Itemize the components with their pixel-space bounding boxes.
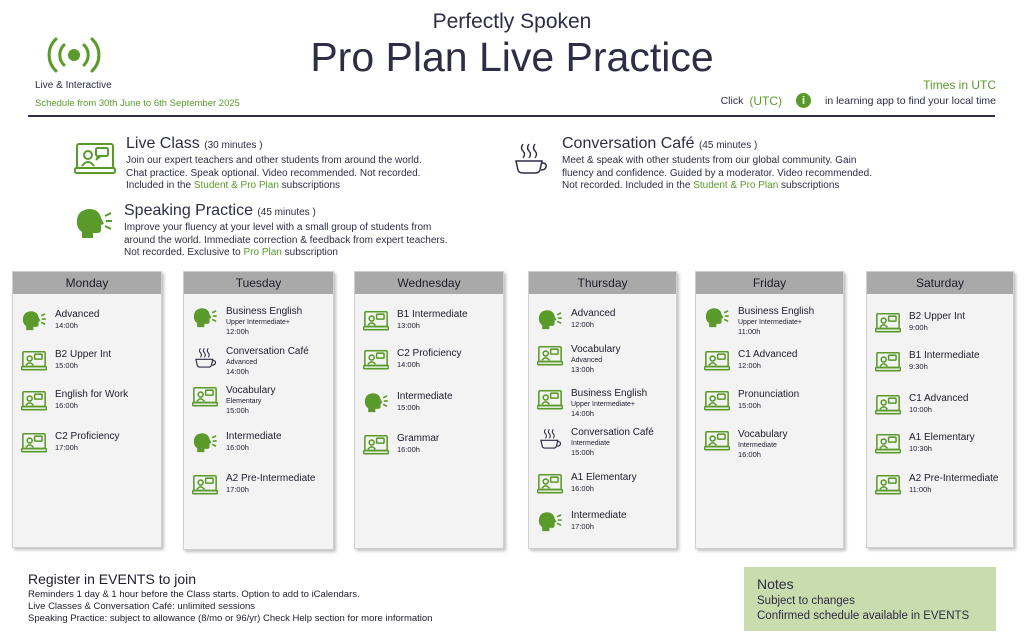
- entry-time: 14:00h: [571, 409, 594, 418]
- register-line: Live Classes & Conversation Café: unlimited sessions: [28, 601, 256, 612]
- entry-time: 10:30h: [909, 444, 932, 453]
- entry-time: 15:00h: [55, 361, 78, 370]
- day-header: Wednesday: [355, 272, 503, 294]
- entry-name: A1 Elementary: [909, 432, 975, 443]
- live-class-icon: [21, 389, 47, 413]
- schedule-entry: [875, 393, 969, 417]
- speaking-title: Speaking Practice: [124, 202, 253, 219]
- speaking-icon: [74, 206, 114, 242]
- schedule-entry: [363, 391, 453, 415]
- utc-hint: [721, 93, 996, 108]
- entry-time: 15:00h: [226, 406, 249, 415]
- live-class-icon: [875, 350, 901, 374]
- notes-line: Confirmed schedule available in EVENTS: [757, 610, 970, 622]
- utc-label: (UTC): [749, 93, 782, 108]
- schedule-entry: [192, 346, 309, 376]
- entry-name: Vocabulary: [226, 385, 276, 396]
- live-class-duration: (30 minutes ): [204, 140, 263, 151]
- entry-time: 13:00h: [397, 321, 420, 330]
- live-label: Live & Interactive: [35, 80, 112, 91]
- entry-time: 15:00h: [397, 403, 420, 412]
- day-column-2: [354, 271, 504, 549]
- live-class-line: subscriptions: [278, 180, 341, 191]
- speaking-description: [124, 202, 448, 260]
- live-class-icon: [537, 472, 563, 496]
- live-class-icon: [363, 433, 389, 457]
- day-column-1: [183, 271, 334, 550]
- notes-box: [744, 567, 996, 631]
- entry-name: C2 Proficiency: [397, 348, 462, 359]
- entry-time: 16:00h: [226, 443, 249, 452]
- entry-name: Conversation Café: [226, 346, 309, 357]
- cafe-duration: (45 minutes ): [698, 140, 758, 151]
- times-in-utc: Times in UTC: [923, 78, 996, 92]
- entry-name: Business English: [571, 388, 648, 399]
- schedule-entry: [704, 349, 798, 373]
- entry-time: 9:00h: [909, 323, 928, 332]
- entry-time: 12:00h: [738, 361, 761, 370]
- notes-line: Subject to changes: [757, 595, 855, 607]
- entry-name: Intermediate: [397, 391, 453, 402]
- entry-time: 17:00h: [571, 522, 594, 531]
- entry-name: A2 Pre-Intermediate: [909, 473, 999, 484]
- entry-time: 17:00h: [226, 485, 249, 494]
- entry-level: Advanced: [226, 359, 258, 366]
- notes-title: Notes: [757, 576, 794, 592]
- entry-time: 11:00h: [738, 327, 761, 336]
- cafe-line: Not recorded. Included in the: [562, 180, 694, 191]
- day-column-0: [12, 271, 162, 548]
- entry-time: 13:00h: [571, 365, 594, 374]
- entry-name: English for Work: [55, 389, 129, 400]
- live-class-icon: [875, 432, 901, 456]
- speaking-icon: [21, 309, 47, 333]
- live-class-icon: [704, 349, 730, 373]
- entry-name: Intermediate: [226, 431, 282, 442]
- entry-level: Elementary: [226, 398, 262, 405]
- entry-name: Vocabulary: [738, 429, 788, 440]
- info-icon: i: [796, 93, 811, 108]
- entry-time: 16:00h: [55, 401, 78, 410]
- entry-name: Conversation Café: [571, 427, 654, 438]
- local-time-hint: in learning app to find your local time: [824, 94, 996, 107]
- entry-name: C2 Proficiency: [55, 431, 120, 442]
- schedule-entry: [363, 309, 468, 333]
- schedule-entry: [704, 389, 799, 413]
- speaking-line: around the world. Immediate correction & feedback from expert teachers.: [124, 234, 448, 246]
- register-line: Reminders 1 day & 1 hour before the Class starts. Option to add to iCalendars.: [28, 589, 360, 600]
- cafe-description: [562, 135, 872, 193]
- schedule-entry: [537, 427, 654, 457]
- schedule-entry: [704, 306, 814, 336]
- entry-level: Upper Intermediate+: [226, 319, 291, 326]
- live-class-description: [126, 135, 422, 193]
- schedule-entry: [537, 344, 620, 374]
- entry-name: Business English: [226, 306, 303, 317]
- cafe-icon: [510, 142, 550, 176]
- entry-time: 12:00h: [571, 320, 594, 329]
- entry-name: A2 Pre-Intermediate: [226, 473, 316, 484]
- schedule-entry: [704, 429, 787, 459]
- plan-link: Student & Pro Plan: [193, 180, 279, 191]
- entry-time: 17:00h: [55, 443, 78, 452]
- entry-name: Grammar: [397, 433, 440, 444]
- entry-name: A1 Elementary: [571, 472, 637, 483]
- schedule-entry: [192, 473, 316, 497]
- schedule-entry: [192, 306, 302, 336]
- entry-time: 14:00h: [55, 321, 78, 330]
- live-class-line: Join our expert teachers and other students from around the world.: [126, 155, 422, 166]
- entry-time: 12:00h: [226, 327, 249, 336]
- day-column-4: [695, 271, 844, 549]
- entry-name: B2 Upper Int: [55, 349, 112, 360]
- schedule-entry: [363, 348, 461, 372]
- entry-time: 10:00h: [909, 405, 932, 414]
- live-class-icon: [537, 344, 563, 368]
- plan-link: Pro Plan: [243, 247, 282, 258]
- live-class-title: Live Class: [126, 135, 200, 152]
- entry-level: Upper Intermediate+: [571, 401, 636, 408]
- register-title: Register in EVENTS to join: [28, 571, 197, 587]
- live-class-icon: [21, 349, 47, 373]
- day-header: Thursday: [529, 272, 676, 294]
- entry-level: Upper Intermediate+: [738, 319, 803, 326]
- schedule-entry: [21, 389, 128, 413]
- schedule-entry: [537, 472, 637, 496]
- schedule-entry: [192, 385, 275, 415]
- entry-name: B1 Intermediate: [909, 350, 980, 361]
- entry-name: C1 Advanced: [909, 393, 969, 404]
- entry-name: B2 Upper Int: [909, 311, 966, 322]
- live-class-line: Chat practice. Speak optional. Video recommended. Not recorded.: [126, 167, 421, 179]
- speaking-icon: [537, 308, 563, 332]
- live-class-icon: [363, 348, 389, 372]
- register-line: Speaking Practice: subject to allowance (8/mo or 96/yr) Check Help section for more information: [28, 613, 433, 624]
- entry-name: Advanced: [571, 308, 616, 319]
- schedule-entry: [21, 349, 111, 373]
- live-class-icon: [875, 393, 901, 417]
- entry-name: Vocabulary: [571, 344, 621, 355]
- live-class-icon: [704, 429, 730, 453]
- day-header: Friday: [696, 272, 843, 294]
- speaking-line: subscription: [281, 247, 338, 258]
- entry-time: 9:30h: [909, 362, 928, 371]
- cafe-icon: [537, 427, 563, 451]
- entry-name: Pronunciation: [738, 389, 800, 400]
- day-header: Tuesday: [184, 272, 333, 294]
- entry-level: Intermediate: [571, 440, 610, 447]
- day-header: Monday: [13, 272, 161, 294]
- entry-name: Intermediate: [571, 510, 627, 521]
- cafe-title: Conversation Café: [562, 135, 695, 152]
- speaking-icon: [192, 306, 218, 330]
- entry-time: 15:00h: [738, 401, 761, 410]
- schedule-entry: [363, 433, 439, 457]
- entry-time: 14:00h: [397, 360, 420, 369]
- brand-logo: Perfectly Spoken: [432, 10, 592, 33]
- entry-name: Advanced: [55, 309, 100, 320]
- live-class-icon: [192, 473, 218, 497]
- entry-time: 15:00h: [571, 448, 594, 457]
- schedule-range: Schedule from 30th June to 6th September 2025: [35, 98, 240, 109]
- speaking-icon: [704, 306, 730, 330]
- speaking-icon: [363, 391, 389, 415]
- live-class-icon: [875, 311, 901, 335]
- live-class-icon: [21, 431, 47, 455]
- live-class-icon: [704, 389, 730, 413]
- plan-link: Student & Pro Plan: [693, 180, 779, 191]
- live-class-icon: [875, 473, 901, 497]
- schedule-entry: [21, 431, 119, 455]
- schedule-entry: [875, 350, 980, 374]
- day-column-3: [528, 271, 677, 549]
- live-broadcast-icon: [42, 36, 106, 74]
- click-label: Click: [720, 94, 744, 107]
- schedule-entry: [537, 388, 647, 418]
- entry-time: 16:00h: [738, 450, 761, 459]
- cafe-line: subscriptions: [778, 180, 840, 191]
- speaking-icon: [192, 431, 218, 455]
- cafe-line: Meet & speak with other students from our global community. Gain: [562, 155, 857, 166]
- cafe-line: fluency and confidence. Guided by a moderator. Video recommended.: [562, 167, 873, 179]
- day-column-5: [866, 271, 1014, 548]
- entry-time: 16:00h: [571, 484, 594, 493]
- speaking-line: Not recorded. Exclusive to: [124, 247, 244, 258]
- schedule-entry: [875, 432, 975, 456]
- entry-level: Advanced: [571, 357, 603, 364]
- live-class-icon: [537, 388, 563, 412]
- live-class-line: Included in the: [126, 180, 194, 191]
- page-title: Pro Plan Live Practice: [310, 34, 714, 80]
- speaking-line: Improve your fluency at your level with a small group of students from: [124, 222, 432, 233]
- entry-name: C1 Advanced: [738, 349, 798, 360]
- entry-level: Intermediate: [738, 442, 777, 449]
- live-class-icon: [363, 309, 389, 333]
- schedule-entry: [537, 510, 627, 534]
- schedule-entry: [875, 311, 965, 335]
- header-divider: [28, 115, 995, 117]
- live-class-icon: [74, 140, 116, 178]
- entry-time: 11:00h: [909, 485, 932, 494]
- speaking-icon: [537, 510, 563, 534]
- schedule-entry: [21, 309, 99, 333]
- schedule-entry: [537, 308, 615, 332]
- entry-time: 14:00h: [226, 367, 249, 376]
- entry-time: 16:00h: [397, 445, 420, 454]
- entry-name: B1 Intermediate: [397, 309, 468, 320]
- entry-name: Business English: [738, 306, 815, 317]
- day-header: Saturday: [867, 272, 1013, 294]
- schedule-entry: [875, 473, 999, 497]
- speaking-duration: (45 minutes ): [257, 207, 316, 218]
- live-class-icon: [192, 385, 218, 409]
- schedule-entry: [192, 431, 282, 455]
- cafe-icon: [192, 346, 218, 370]
